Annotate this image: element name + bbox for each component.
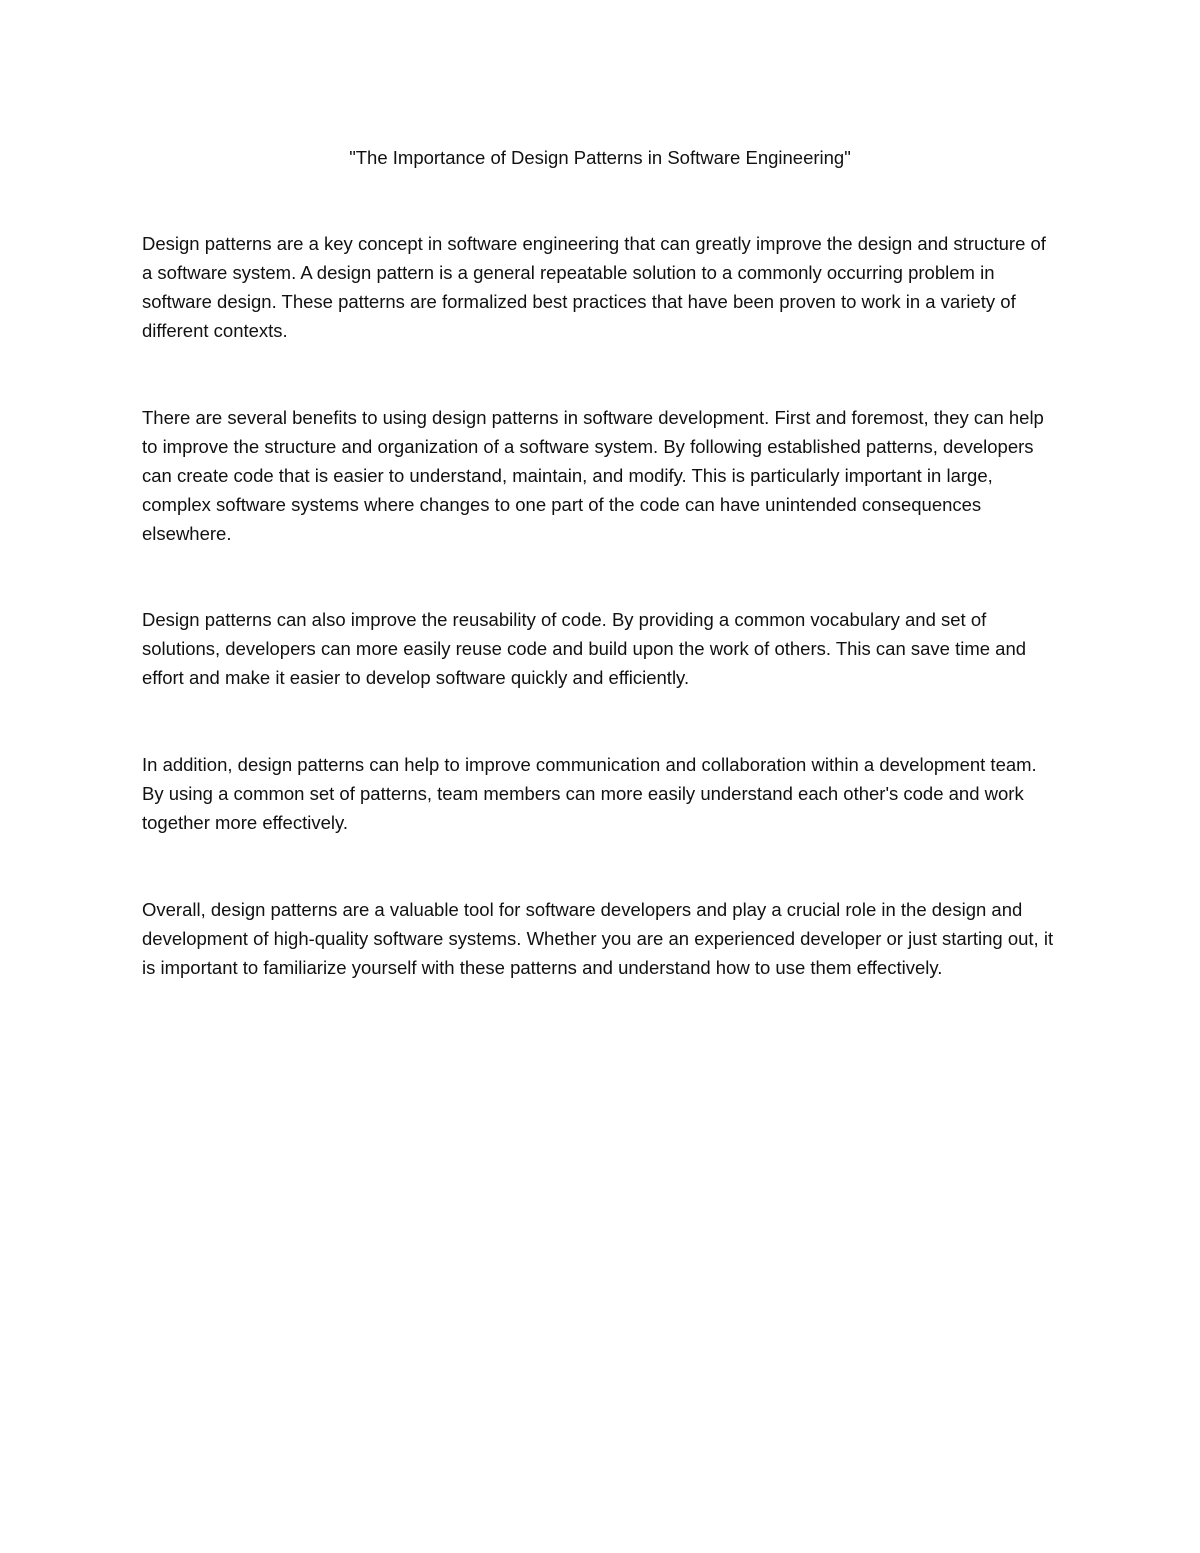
paragraph-conclusion: Overall, design patterns are a valuable tool for software developers and play a crucial role in the design and development of high-quality software systems. Whether you are an experienced developer or just starting out, it is important to familiarize yourself with these patterns and understand how to use them effectively.	[142, 899, 1054, 978]
document-title: "The Importance of Design Patterns in Software Engineering"	[349, 147, 851, 168]
paragraph-communication: In addition, design patterns can help to improve communication and collaboration within a development team. By using a common set of patterns, team members can more easily understand each other's code and work together more effectively.	[142, 754, 1037, 833]
paragraph-reusability: Design patterns can also improve the reusability of code. By providing a common vocabulary and set of solutions, developers can more easily reuse code and build upon the work of others. This can save time and effort and make it easier to develop software quickly and efficiently.	[142, 609, 1027, 688]
paragraph-benefits: There are several benefits to using design patterns in software development. First and foremost, they can help to improve the structure and organization of a software system. By following established patterns, developers can create code that is easier to understand, maintain, and modify. This is particularly important in large, complex software systems where changes to one part of the code can have unintended consequences elsewhere.	[142, 407, 1044, 544]
paragraph-intro: Design patterns are a key concept in software engineering that can greatly improve the design and structure of a software system. A design pattern is a general repeatable solution to a commonly occurring problem in software design. These patterns are formalized best practices that have been proven to work in a variety of different contexts.	[142, 233, 1046, 341]
